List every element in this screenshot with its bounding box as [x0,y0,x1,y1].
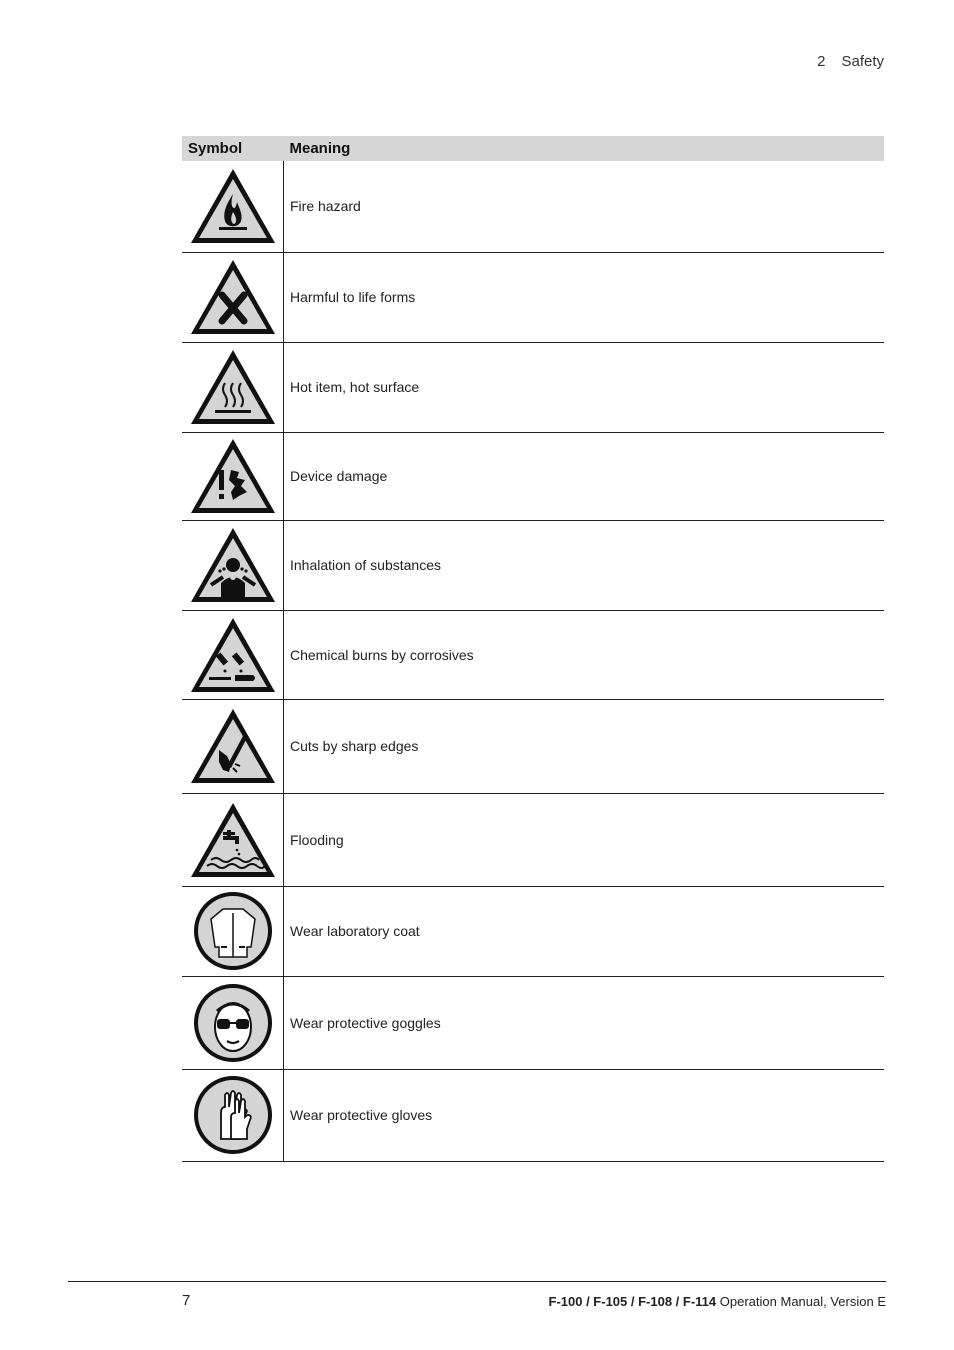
symbol-cell [182,793,284,886]
symbol-cell [182,161,284,252]
footer-models: F-100 / F-105 / F-108 / F-114 [548,1294,717,1309]
meaning-cell: Hot item, hot surface [284,342,885,432]
meaning-cell: Fire hazard [284,161,885,252]
table-row [182,432,884,520]
symbol-cell [182,342,284,432]
corrosive-icon [189,615,277,695]
table-row [182,699,884,793]
gloves-icon [191,1073,275,1157]
fire-hazard-icon [189,166,277,246]
table-row [182,976,884,1069]
footer-rule [68,1281,886,1282]
symbol-cell [182,886,284,976]
harmful-icon [189,257,277,337]
meaning-cell: Flooding [284,793,885,886]
inhalation-icon [189,525,277,605]
symbol-cell [182,432,284,520]
table-row [182,793,884,886]
symbol-cell [182,610,284,699]
symbol-cell [182,252,284,342]
table-row [182,161,884,252]
footer-document-title [549,1294,886,1309]
table-header-row [182,136,884,161]
running-head [817,53,884,70]
table-row [182,610,884,699]
meaning-cell: Wear protective goggles [284,976,885,1069]
meaning-cell: Wear laboratory coat [284,886,885,976]
device-damage-icon [189,436,277,516]
symbol-cell [182,1069,284,1161]
table-row [182,520,884,610]
meaning-cell: Device damage [284,432,885,520]
chapter-title: Safety [841,53,884,70]
column-header-meaning: Meaning [284,136,885,161]
meaning-cell: Cuts by sharp edges [284,699,885,793]
lab-coat-icon [191,889,275,973]
table-row [182,1069,884,1161]
chapter-number: 2 [817,53,826,70]
table-row [182,342,884,432]
symbol-cell [182,520,284,610]
sharp-edges-icon [189,706,277,786]
footer-doc-title: Operation Manual, Version E [719,1294,886,1309]
meaning-cell: Harmful to life forms [284,252,885,342]
goggles-icon [191,981,275,1065]
column-header-symbol: Symbol [182,136,284,161]
meaning-cell: Inhalation of substances [284,520,885,610]
symbol-table [182,136,884,1162]
table-row [182,886,884,976]
meaning-cell: Chemical burns by corrosives [284,610,885,699]
meaning-cell: Wear protective gloves [284,1069,885,1161]
symbol-cell [182,699,284,793]
table-row [182,252,884,342]
flooding-icon [189,800,277,880]
page-number: 7 [182,1292,191,1309]
hot-surface-icon [189,347,277,427]
symbol-cell [182,976,284,1069]
